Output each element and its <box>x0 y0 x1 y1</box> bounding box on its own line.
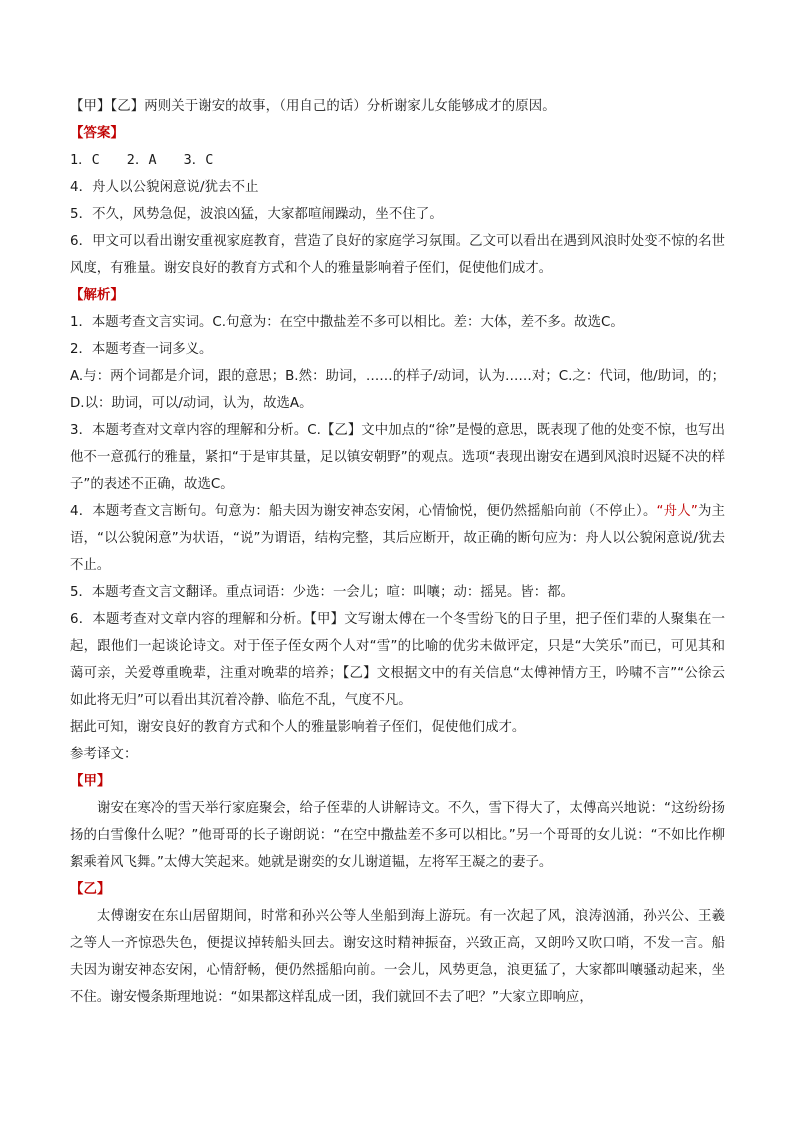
translation-jia-heading: 【甲】 <box>70 774 111 789</box>
answer-line-2: 4．舟人以公貌闲意说/犹去不止 <box>70 180 259 195</box>
analysis-paragraph-3: A.与：两个词都是介词，跟的意思；B.然：助词，……的样子/动词，认为……对；C.之：代词，他/助词，的；D.以：助词，可以/动词，认为，故选A。 <box>70 369 725 411</box>
question-line: 【甲】【乙】两则关于谢安的故事，（用自己的话）分析谢家儿女能够成才的原因。 <box>70 99 556 114</box>
translation-yi-heading: 【乙】 <box>70 882 111 897</box>
analysis-p5-after: 为主语，“以公貌闲意”为状语，“说”为谓语，结构完整，其后应断开，故正确的断句应为：舟人以公貌闲意说/犹去不止。 <box>70 504 725 573</box>
analysis-paragraph-4: 3．本题考查对文章内容的理解和分析。C.【乙】文中加点的“徐”是慢的意思，既表现了他的处变不惊，也写出他不一意孤行的雅量，紧扣“于是审其量，足以镇安朝野”的观点。选项“表现出谢安在遇到风浪时迟疑不决的样子”的表述不正确，故选C。 <box>70 423 725 492</box>
analysis-paragraph-6: 5．本题考查文言文翻译。重点词语：少选：一会儿；喧：叫嚷；动：摇晃。皆：都。 <box>70 585 574 600</box>
translation-yi-text: 太傅谢安在东山居留期间，时常和孙兴公等人坐船到海上游玩。有一次起了风，浪涛汹涌，孙兴公、王羲之等人一齐惊恐失色，便提议掉转船头回去。谢安这时精神振奋，兴致正高，又朗吟又吹口哨，不发一言。船夫因为谢安神态安闲，心情舒畅，便仍然摇船向前。一会儿，风势更急，浪更猛了，大家都叫嚷骚动起来，坐不住。谢安慢条斯理地说：“如果都这样乱成一团，我们就回不去了吧？”大家立即响应， <box>70 909 725 1005</box>
analysis-heading: 【解析】 <box>70 288 124 303</box>
analysis-paragraph-1: 1．本题考查文言实词。C.句意为：在空中撒盐差不多可以相比。差：大体，差不多。故选C。 <box>70 315 624 330</box>
analysis-paragraph-2: 2．本题考查一词多义。 <box>70 342 213 357</box>
analysis-paragraph-7: 6．本题考查对文章内容的理解和分析。【甲】文写谢太傅在一个冬雪纷飞的日子里，把子侄们辈的人聚集在一起，跟他们一起谈论诗文。对于侄子侄女两个人对“雪”的比喻的优劣未做评定，只是“大笑乐”而已，可见其和蔼可亲，关爱尊重晚辈，注重对晚辈的培养；【乙】文根据文中的有关信息“太傅神情方王，吟啸不言”“公徐云如此将无归”可以看出其沉着冷静、临危不乱，气度不凡。 <box>70 612 725 708</box>
analysis-paragraph-5 <box>70 498 725 579</box>
analysis-p5-highlight: “舟人” <box>656 504 698 519</box>
answer-heading: 【答案】 <box>70 126 124 141</box>
analysis-p5-before: 4．本题考查文言断句。句意为：船夫因为谢安神态安闲，心情愉悦，便仍然摇船向前（不停止）。 <box>70 504 657 519</box>
answer-line-4: 6．甲文可以看出谢安重视家庭教育，营造了良好的家庭学习氛围。乙文可以看出在遇到风浪时处变不惊的名世风度，有雅量。谢安良好的教育方式和个人的雅量影响着子侄们，促使他们成才。 <box>70 234 725 276</box>
analysis-paragraph-8: 据此可知，谢安良好的教育方式和个人的雅量影响着子侄们，促使他们成才。 <box>70 720 526 735</box>
answer-line-1: 1．C 2．A 3．C <box>70 153 214 168</box>
answer-line-3: 5．不久，风势急促，波浪凶猛，大家都喧闹躁动，坐不住了。 <box>70 207 443 222</box>
document-page <box>70 93 725 1011</box>
translation-jia-text: 谢安在寒冷的雪天举行家庭聚会，给子侄辈的人讲解诗文。不久，雪下得大了，太傅高兴地说：“这纷纷扬扬的白雪像什么呢？”他哥哥的长子谢朗说：“在空中撒盐差不多可以相比。”另一个哥哥的女儿说：“不如比作柳絮乘着风飞舞。”太傅大笑起来。她就是谢奕的女儿谢道韫，左将军王凝之的妻子。 <box>70 801 725 870</box>
translation-heading: 参考译文： <box>70 747 138 762</box>
